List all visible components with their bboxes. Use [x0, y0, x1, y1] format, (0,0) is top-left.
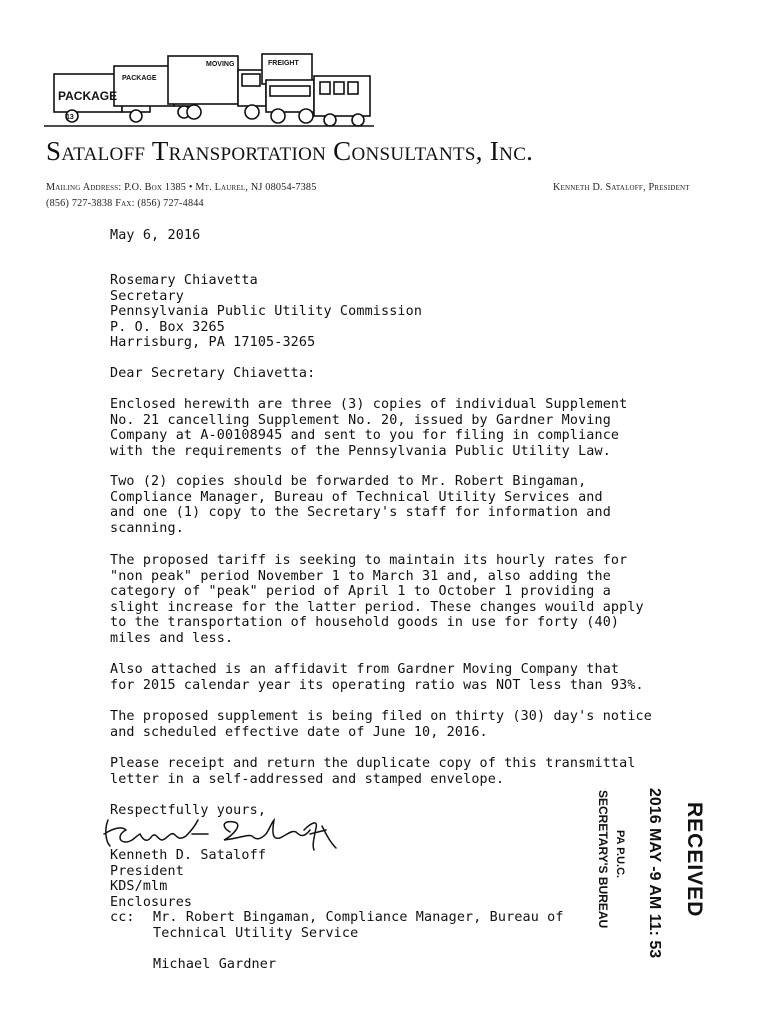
logo-label-package-2: PACKAGE [122, 75, 157, 82]
body-line: and one (1) copy to the Secretary's staff for information and [110, 505, 611, 520]
signature-block [110, 848, 266, 910]
logo-label-package-1: PACKAGE [58, 89, 118, 103]
signer-title: President [110, 863, 184, 879]
paragraph-1 [110, 397, 627, 459]
recipient-line: Pennsylvania Public Utility Commission [110, 304, 423, 319]
body-line: No. 21 cancelling Supplement No. 20, issued by Gardner Moving [110, 412, 611, 428]
body-line: Also attached is an affidavit from Gardner Moving Company that [110, 662, 620, 677]
typist-initials: KDS/mlm [110, 879, 168, 894]
recipient-block [110, 273, 422, 351]
paragraph-6 [110, 756, 636, 787]
body-line: slight increase for the latter period. These changes wouild apply [110, 599, 644, 615]
stamp-bureau: SECRETARY'S BUREAU [596, 790, 610, 929]
body-line: Company at A-00108945 and sent to you for filing in compliance [110, 428, 620, 443]
signer-name: Kenneth D. Sataloff [110, 848, 267, 863]
letter-date: May 6, 2016 [110, 228, 201, 243]
stamp-papuc: PA P.U.C. [614, 830, 626, 879]
recipient-line: Secretary [110, 288, 184, 304]
mailing-address: Mailing Address: P.O. Box 1385 • Mt. Laurel, NJ 08054-7385 [46, 182, 317, 193]
stamp-datetime: 2016 MAY -9 AM 11: 53 [646, 788, 663, 959]
body-line: for 2015 calendar year its operating ratio was NOT less than 93%. [110, 677, 644, 693]
body-line: "non peak" period November 1 to March 31 and, also adding the [110, 568, 611, 584]
paragraph-3 [110, 553, 644, 646]
recipient-line: Rosemary Chiavetta [110, 273, 258, 288]
president-line: Kenneth D. Sataloff, President [553, 182, 690, 193]
logo-label-freight: FREIGHT [268, 60, 299, 67]
cc-label: cc: [110, 910, 135, 925]
enclosures-label: Enclosures [110, 894, 193, 910]
body-line: The proposed supplement is being filed on thirty (30) day's notice [110, 709, 652, 724]
stamp-received: RECEIVED [683, 802, 706, 918]
logo-label-plate: 13 [66, 114, 74, 121]
body-line: The proposed tariff is seeking to maintain its hourly rates for [110, 553, 628, 568]
cc-line: Mr. Robert Bingaman, Compliance Manager, Bureau of [153, 910, 564, 925]
body-line: Please receipt and return the duplicate copy of this transmittal [110, 756, 636, 771]
body-line: Compliance Manager, Bureau of Technical Utility Services and [110, 489, 603, 505]
phone-fax: (856) 727-3838 Fax: (856) 727-4844 [46, 198, 204, 209]
paragraph-4 [110, 662, 644, 693]
company-name: Sataloff Transportation Consultants, Inc. [46, 136, 534, 166]
body-line: scanning. [110, 520, 184, 536]
body-line: miles and less. [110, 630, 234, 646]
salutation: Dear Secretary Chiavetta: [110, 366, 316, 381]
cc-second-recipient: Michael Gardner [153, 957, 277, 972]
body-line: to the transportation of household goods in use for forty (40) [110, 615, 620, 630]
body-line: with the requirements of the Pennsylvania Public Utility Law. [110, 443, 611, 459]
body-line: Enclosed herewith are three (3) copies of individual Supplement [110, 397, 628, 412]
cc-line: Technical Utility Service [153, 925, 359, 941]
received-stamp [560, 780, 720, 959]
closing: Respectfully yours, [110, 803, 267, 818]
paragraph-2 [110, 474, 611, 536]
recipient-line: P. O. Box 3265 [110, 319, 225, 335]
cc-block [153, 910, 564, 941]
body-line: letter in a self-addressed and stamped envelope. [110, 771, 505, 787]
paragraph-5 [110, 709, 652, 740]
body-line: and scheduled effective date of June 10, 2016. [110, 724, 488, 740]
logo-label-moving: MOVING [206, 61, 235, 68]
recipient-line: Harrisburg, PA 17105-3265 [110, 335, 316, 350]
company-logo [44, 40, 374, 135]
body-line: category of "peak" period of April 1 to October 1 providing a [110, 584, 611, 599]
body-line: Two (2) copies should be forwarded to Mr. Robert Bingaman, [110, 474, 587, 489]
